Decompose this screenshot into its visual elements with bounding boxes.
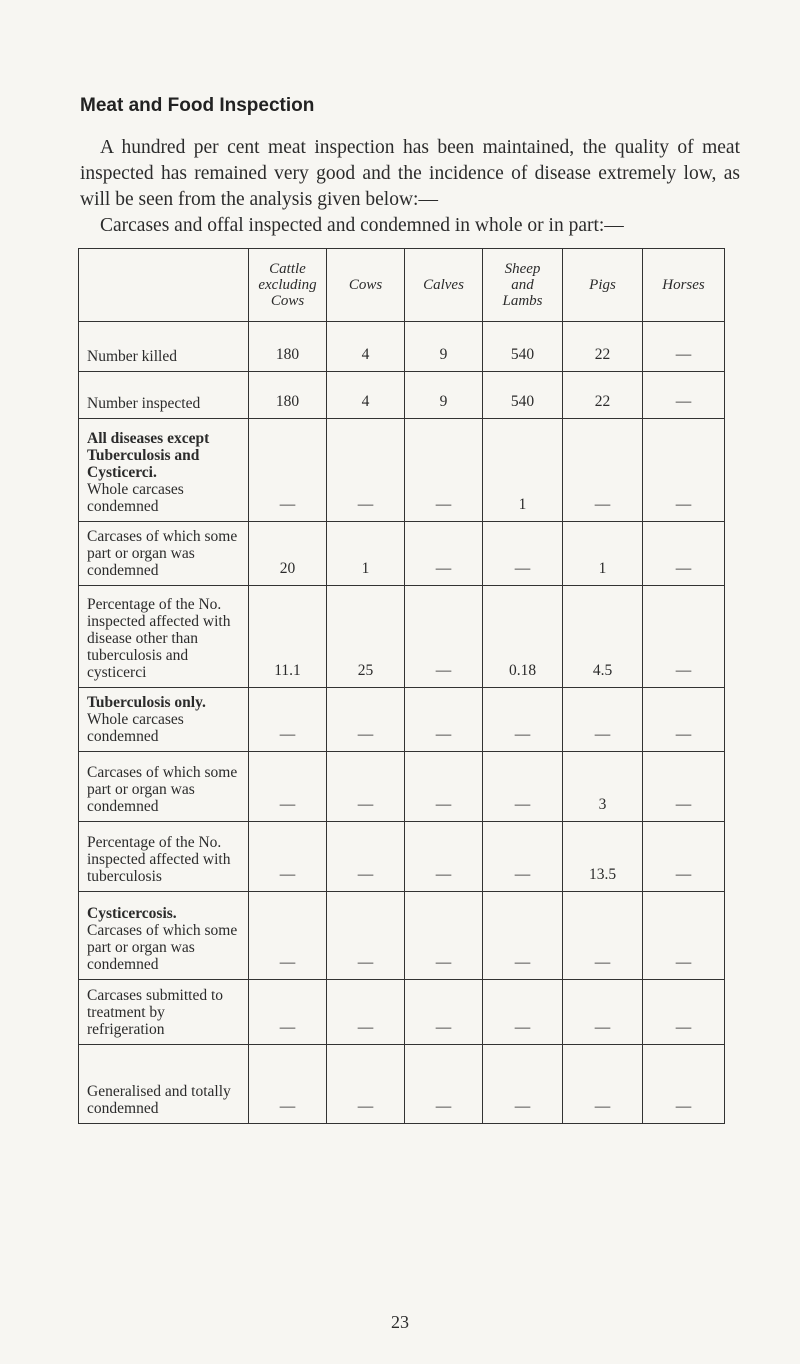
table-row <box>79 522 725 586</box>
table-cell: — <box>249 822 327 892</box>
table-cell: — <box>405 1045 483 1124</box>
table-cell: — <box>405 752 483 822</box>
table-cell: — <box>643 419 725 522</box>
row-label-text: Whole carcases condemned <box>87 711 184 745</box>
row-section-title: Tuberculosis only. <box>87 694 206 711</box>
row-label <box>79 322 249 372</box>
table-cell: 4.5 <box>563 586 643 688</box>
table-cell: — <box>249 688 327 752</box>
table-cell: — <box>643 980 725 1045</box>
column-header-line: Lambs <box>502 293 543 309</box>
column-header-line: and <box>511 277 534 293</box>
column-header-line: excluding <box>258 277 317 293</box>
table-cell: — <box>643 372 725 419</box>
row-label <box>79 522 249 586</box>
table-cell: — <box>483 822 563 892</box>
column-header <box>643 249 725 322</box>
table-cell: — <box>405 522 483 586</box>
table-cell: — <box>643 688 725 752</box>
intro-paragraph: A hundred per cent meat inspection has been maintained, the quality of meat inspected has remained very good and the incidence of disease extremely low, as will be seen from the analysis given below:— <box>80 137 740 210</box>
column-header-line: Horses <box>662 277 705 293</box>
row-label-text: Number killed <box>87 348 177 365</box>
page-heading: Meat and Food Inspection <box>80 95 315 116</box>
row-label <box>79 752 249 822</box>
column-header-line: Cattle <box>269 261 306 277</box>
column-header <box>483 249 563 322</box>
table-cell: 4 <box>327 322 405 372</box>
table-cell: — <box>249 1045 327 1124</box>
table-cell: 9 <box>405 372 483 419</box>
table-cell: — <box>327 1045 405 1124</box>
table-cell: 11.1 <box>249 586 327 688</box>
table-cell: — <box>483 522 563 586</box>
table-row <box>79 892 725 980</box>
table-cell: — <box>405 892 483 980</box>
table-cell: — <box>405 980 483 1045</box>
column-header-line: Pigs <box>589 277 616 293</box>
table-cell: — <box>249 752 327 822</box>
table-cell: 180 <box>249 372 327 419</box>
table-cell: 22 <box>563 372 643 419</box>
table-cell: — <box>643 822 725 892</box>
table-cell: — <box>405 822 483 892</box>
table-row <box>79 688 725 752</box>
table-cell: 9 <box>405 322 483 372</box>
table-body <box>79 322 725 1124</box>
table-cell: 0.18 <box>483 586 563 688</box>
table-row <box>79 752 725 822</box>
column-header-line: Cows <box>348 277 383 293</box>
table-row <box>79 372 725 419</box>
table-cell: 13.5 <box>563 822 643 892</box>
row-section-title: Cysticercosis. <box>87 905 177 922</box>
table-cell: — <box>249 419 327 522</box>
table-cell: — <box>563 980 643 1045</box>
column-header <box>327 249 405 322</box>
table-cell: — <box>643 1045 725 1124</box>
table-cell: 180 <box>249 322 327 372</box>
table-cell: — <box>563 892 643 980</box>
table-cell: — <box>483 688 563 752</box>
table-row <box>79 322 725 372</box>
row-label-text: Carcases of which some part or organ was condemned <box>87 764 238 815</box>
table-row <box>79 980 725 1045</box>
table-cell: 3 <box>563 752 643 822</box>
column-header <box>405 249 483 322</box>
table-cell: 22 <box>563 322 643 372</box>
table-cell: — <box>405 586 483 688</box>
table-cell: — <box>405 419 483 522</box>
table-row <box>79 586 725 688</box>
page-number: 23 <box>391 1312 409 1332</box>
row-label-text: Carcases of which some part or organ was condemned <box>87 922 238 973</box>
row-label-text: Percentage of the No. inspected affected with tuberculosis <box>87 834 231 885</box>
row-label-text: Number inspected <box>87 395 201 412</box>
table-cell: 1 <box>483 419 563 522</box>
table-cell: — <box>563 688 643 752</box>
table-cell: — <box>327 688 405 752</box>
table-cell: — <box>483 1045 563 1124</box>
row-label <box>79 892 249 980</box>
table-cell: — <box>249 892 327 980</box>
table-cell: — <box>327 822 405 892</box>
table-cell: 4 <box>327 372 405 419</box>
row-label-text: Generalised and totally condemned <box>87 1083 231 1117</box>
table-cell: — <box>563 419 643 522</box>
table-cell: — <box>643 322 725 372</box>
table-cell: 1 <box>563 522 643 586</box>
row-label-text: Carcases submitted to treatment by refrigeration <box>87 987 224 1038</box>
table-row <box>79 822 725 892</box>
row-label <box>79 1045 249 1124</box>
row-section-title: All diseases except Tuberculosis and Cysticerci. <box>87 430 210 481</box>
table-lead-text: Carcases and offal inspected and condemned in whole or in part:— <box>100 215 624 236</box>
row-label-text: Carcases of which some part or organ was condemned <box>87 528 238 579</box>
table-cell: 540 <box>483 372 563 419</box>
row-label <box>79 688 249 752</box>
row-label <box>79 419 249 522</box>
table-cell: — <box>483 980 563 1045</box>
table-cell: — <box>563 1045 643 1124</box>
column-header-line: Sheep <box>504 261 541 277</box>
table-cell: — <box>249 980 327 1045</box>
table-cell: — <box>327 980 405 1045</box>
column-header-line: Calves <box>423 277 464 293</box>
table-cell: 540 <box>483 322 563 372</box>
table-cell: — <box>405 688 483 752</box>
column-header-line: Cows <box>270 293 305 309</box>
table-cell: 25 <box>327 586 405 688</box>
table-row <box>79 419 725 522</box>
row-label <box>79 822 249 892</box>
table-cell: — <box>327 419 405 522</box>
column-header <box>249 249 327 322</box>
table-cell: — <box>643 892 725 980</box>
table-cell: 20 <box>249 522 327 586</box>
table-header-row <box>79 249 725 322</box>
table-cell: — <box>643 752 725 822</box>
header-label-column <box>79 249 249 322</box>
row-label-text: Whole carcases condemned <box>87 481 184 515</box>
row-label <box>79 980 249 1045</box>
inspection-table <box>78 248 725 1124</box>
table-cell: — <box>327 752 405 822</box>
table-cell: — <box>327 892 405 980</box>
column-header <box>563 249 643 322</box>
table-row <box>79 1045 725 1124</box>
table-cell: — <box>483 892 563 980</box>
table-cell: — <box>483 752 563 822</box>
row-label <box>79 372 249 419</box>
row-label <box>79 586 249 688</box>
row-label-text: Percentage of the No. inspected affected with disease other than tuberculosis and cysticerci <box>87 596 231 681</box>
table-cell: 1 <box>327 522 405 586</box>
table-cell: — <box>643 586 725 688</box>
table-cell: — <box>643 522 725 586</box>
